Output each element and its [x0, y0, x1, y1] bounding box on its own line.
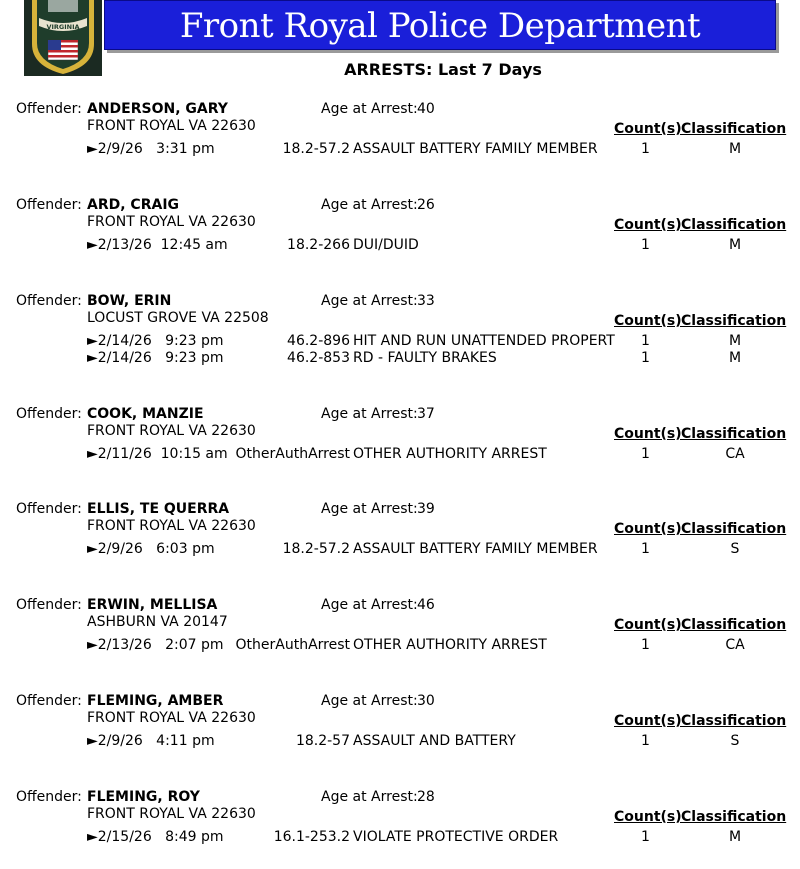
age-label: Age at Arrest: [321, 789, 418, 805]
offender-name: COOK, MANZIE [87, 406, 204, 422]
charge-datetime: ►2/9/26 3:31 pm [87, 141, 215, 157]
report-subtitle: ARRESTS: Last 7 Days [344, 60, 542, 79]
charge-datetime: ►2/9/26 6:03 pm [87, 541, 215, 557]
offender-name: ERWIN, MELLISA [87, 597, 218, 613]
charge-code: 18.2-57.2 [282, 141, 350, 157]
age-label: Age at Arrest: [321, 693, 418, 709]
charge-count: 1 [641, 637, 650, 653]
charge-description: ASSAULT BATTERY FAMILY MEMBER [353, 141, 598, 157]
charge-description: DUI/DUID [353, 237, 419, 253]
offender-name: ARD, CRAIG [87, 197, 180, 213]
classification-header: Classification [681, 809, 787, 825]
charge-datetime: ►2/9/26 4:11 pm [87, 733, 215, 749]
charge-description: OTHER AUTHORITY ARREST [353, 637, 547, 653]
charge-count: 1 [641, 829, 650, 845]
offender-record [0, 101, 800, 181]
charge-row [0, 237, 800, 254]
age-value: 46 [417, 597, 435, 613]
classification-header: Classification [681, 313, 787, 329]
charge-row [0, 141, 800, 158]
charge-code: 16.1-253.2 [273, 829, 350, 845]
page-title: Front Royal Police Department [179, 6, 701, 46]
charge-classification: CA [725, 637, 745, 653]
age-value: 37 [417, 406, 435, 422]
charge-code: 46.2-896 [287, 333, 350, 349]
offender-address: FRONT ROYAL VA 22630 [87, 806, 256, 822]
flag-icon [48, 40, 78, 60]
charge-description: RD - FAULTY BRAKES [353, 350, 497, 366]
classification-header: Classification [681, 713, 787, 729]
offender-label: Offender: [16, 789, 82, 805]
offender-label: Offender: [16, 101, 82, 117]
offender-name: ELLIS, TE QUERRA [87, 501, 230, 517]
offender-record [0, 789, 800, 869]
offender-label: Offender: [16, 197, 82, 213]
offender-address: ASHBURN VA 20147 [87, 614, 228, 630]
charge-classification: M [728, 237, 742, 253]
charge-code: 18.2-57.2 [282, 541, 350, 557]
age-label: Age at Arrest: [321, 101, 418, 117]
offender-record [0, 293, 800, 373]
classification-header: Classification [681, 217, 787, 233]
charge-row [0, 350, 800, 367]
offender-record [0, 597, 800, 677]
age-label: Age at Arrest: [321, 406, 418, 422]
age-value: 28 [417, 789, 435, 805]
charge-classification: S [730, 733, 740, 749]
charge-count: 1 [641, 733, 650, 749]
charge-row [0, 733, 800, 750]
charge-description: OTHER AUTHORITY ARREST [353, 446, 547, 462]
offender-label: Offender: [16, 293, 82, 309]
count-header: Count(s) [614, 426, 682, 442]
age-label: Age at Arrest: [321, 501, 418, 517]
count-header: Count(s) [614, 313, 682, 329]
charge-row [0, 333, 800, 350]
charge-datetime: ►2/15/26 8:49 pm [87, 829, 224, 845]
count-header: Count(s) [614, 713, 682, 729]
charge-code: OtherAuthArrest [235, 637, 350, 653]
charge-code: 18.2-57 [295, 733, 350, 749]
charge-description: ASSAULT AND BATTERY [353, 733, 516, 749]
charge-count: 1 [641, 237, 650, 253]
classification-header: Classification [681, 617, 787, 633]
offender-address: FRONT ROYAL VA 22630 [87, 710, 256, 726]
badge-text: VIRGINIA [46, 23, 80, 31]
charge-classification: CA [725, 446, 745, 462]
charge-row [0, 637, 800, 654]
offender-address: LOCUST GROVE VA 22508 [87, 310, 269, 326]
offender-record [0, 693, 800, 773]
age-label: Age at Arrest: [321, 293, 418, 309]
charge-datetime: ►2/13/26 12:45 am [87, 237, 228, 253]
classification-header: Classification [681, 121, 787, 137]
count-header: Count(s) [614, 521, 682, 537]
age-value: 39 [417, 501, 435, 517]
charge-classification: M [728, 829, 742, 845]
age-label: Age at Arrest: [321, 197, 418, 213]
charge-datetime: ►2/13/26 2:07 pm [87, 637, 224, 653]
charge-classification: M [728, 141, 742, 157]
charge-count: 1 [641, 141, 650, 157]
offender-address: FRONT ROYAL VA 22630 [87, 423, 256, 439]
offender-record [0, 501, 800, 581]
charge-description: VIOLATE PROTECTIVE ORDER [353, 829, 559, 845]
offender-address: FRONT ROYAL VA 22630 [87, 214, 256, 230]
charge-count: 1 [641, 350, 650, 366]
offender-label: Offender: [16, 501, 82, 517]
charge-datetime: ►2/14/26 9:23 pm [87, 350, 224, 366]
charge-classification: M [728, 350, 742, 366]
classification-header: Classification [681, 426, 787, 442]
offender-address: FRONT ROYAL VA 22630 [87, 118, 256, 134]
age-label: Age at Arrest: [321, 597, 418, 613]
offender-record [0, 406, 800, 486]
count-header: Count(s) [614, 217, 682, 233]
charge-datetime: ►2/11/26 10:15 am [87, 446, 228, 462]
charge-classification: M [728, 333, 742, 349]
offender-name: FLEMING, ROY [87, 789, 200, 805]
age-value: 30 [417, 693, 435, 709]
charge-classification: S [730, 541, 740, 557]
charge-code: 18.2-266 [287, 237, 350, 253]
charge-row [0, 541, 800, 558]
classification-header: Classification [681, 521, 787, 537]
charge-count: 1 [641, 333, 650, 349]
charge-count: 1 [641, 446, 650, 462]
offender-record [0, 197, 800, 277]
age-value: 33 [417, 293, 435, 309]
charge-code: OtherAuthArrest [235, 446, 350, 462]
offender-name: ANDERSON, GARY [87, 101, 228, 117]
charge-description: ASSAULT BATTERY FAMILY MEMBER [353, 541, 598, 557]
charge-datetime: ►2/14/26 9:23 pm [87, 333, 224, 349]
age-value: 40 [417, 101, 435, 117]
offender-label: Offender: [16, 406, 82, 422]
charge-description: HIT AND RUN UNATTENDED PROPERT [353, 333, 615, 349]
offender-label: Offender: [16, 693, 82, 709]
offender-label: Offender: [16, 597, 82, 613]
charge-code: 46.2-853 [287, 350, 350, 366]
age-value: 26 [417, 197, 435, 213]
offender-name: FLEMING, AMBER [87, 693, 224, 709]
count-header: Count(s) [614, 809, 682, 825]
count-header: Count(s) [614, 617, 682, 633]
offender-name: BOW, ERIN [87, 293, 172, 309]
charge-count: 1 [641, 541, 650, 557]
charge-row [0, 446, 800, 463]
offender-address: FRONT ROYAL VA 22630 [87, 518, 256, 534]
charge-row [0, 829, 800, 846]
count-header: Count(s) [614, 121, 682, 137]
